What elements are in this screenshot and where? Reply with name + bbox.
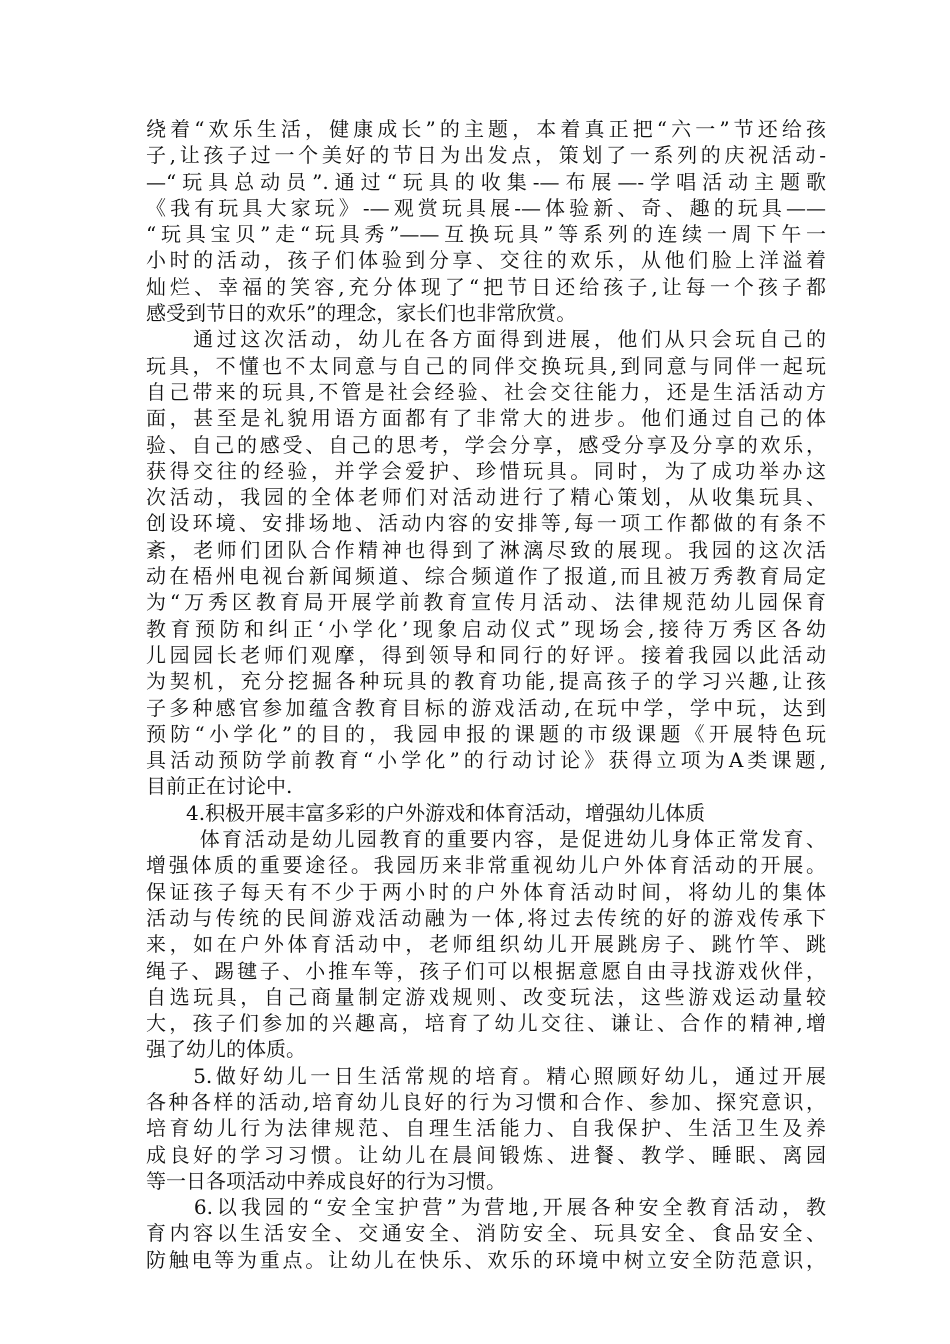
text-line: 大，孩子们参加的兴趣高，培育了幼儿交往、谦让、合作的精神,增 xyxy=(146,1011,826,1036)
text-line: 面，甚至是礼貌用语方面都有了非常大的进步。他们通过自己的体 xyxy=(146,406,826,431)
text-line: 子多种感官参加蕴含教育目标的游戏活动,在玩中学，学中玩，达到 xyxy=(146,695,826,720)
text-line: “玩具宝贝”走“玩具秀”——互换玩具”等系列的连续一周下午一 xyxy=(146,222,826,247)
text-line: 获得交往的经验，并学会爱护、珍惜玩具。同时，为了成功举办这 xyxy=(146,458,826,483)
text-line: 强了幼儿的体质。 xyxy=(146,1037,306,1062)
text-line: 儿园园长老师们观摩，得到领导和同行的好评。接着我园以此活动 xyxy=(146,642,826,667)
text-line: 子,让孩子过一个美好的节日为出发点，策划了一系列的庆祝活动- xyxy=(146,143,826,168)
text-line: 通过这次活动，幼儿在各方面得到进展，他们从只会玩自己的 xyxy=(146,327,826,352)
text-line: 创设环境、安排场地、活动内容的安排等,每一项工作都做的有条不 xyxy=(146,511,826,536)
text-line: 来，如在户外体育活动中，老师组织幼儿开展跳房子、跳竹竿、跳 xyxy=(146,932,826,957)
text-line: —“玩具总动员”.通过“玩具的收集-—布展—-学唱活动主题歌 xyxy=(146,169,826,194)
text-line: 5.做好幼儿一日生活常规的培育。精心照顾好幼儿，通过开展 xyxy=(146,1063,826,1088)
text-line: 动在梧州电视台新闻频道、综合频道作了报道,而且被万秀教育局定 xyxy=(146,564,826,589)
text-line: 绳子、踢毽子、小推车等，孩子们可以根据意愿自由寻找游戏伙伴， xyxy=(146,958,826,983)
text-line: 小时的活动，孩子们体验到分享、交往的欢乐，从他们脸上洋溢着 xyxy=(146,248,826,273)
text-line: 培育幼儿行为法律规范、自理生活能力、自我保护、生活卫生及养 xyxy=(146,1116,826,1141)
text-line: 次活动，我园的全体老师们对活动进行了精心策划，从收集玩具、 xyxy=(146,485,826,510)
text-line: 验、自己的感受、自己的思考，学会分享，感受分享及分享的欢乐， xyxy=(146,432,826,457)
document-body xyxy=(146,116,826,1273)
text-line: 自选玩具，自己商量制定游戏规则、改变玩法，这些游戏运动量较 xyxy=(146,984,826,1009)
text-line: 为“万秀区教育局开展学前教育宣传月活动、法律规范幼儿园保育 xyxy=(146,590,826,615)
text-line: 预防“小学化”的目的，我园申报的课题的市级课题《开展特色玩 xyxy=(146,721,826,746)
text-line: 6.以我园的“安全宝护营”为营地,开展各种安全教育活动，教 xyxy=(146,1195,826,1220)
text-line: 目前正在讨论中. xyxy=(146,774,293,799)
text-line: 各种各样的活动,培育幼儿良好的行为习惯和合作、参加、探究意识， xyxy=(146,1089,826,1114)
text-line: 绕着“欢乐生活，健康成长”的主题，本着真正把“六一”节还给孩 xyxy=(146,117,826,141)
text-line: 紊，老师们团队合作精神也得到了淋漓尽致的展现。我园的这次活 xyxy=(146,537,826,562)
text-line: 育内容以生活安全、交通安全、消防安全、玩具安全、食品安全、 xyxy=(146,1221,826,1246)
text-line: 感受到节日的欢乐”的理念，家长们也非常欣赏。 xyxy=(146,301,577,326)
text-line: 等一日各项活动中养成良好的行为习惯。 xyxy=(146,1168,506,1193)
text-line: 《我有玩具大家玩》-—观赏玩具展-—体验新、奇、趣的玩具—— xyxy=(146,195,826,220)
text-line: 玩具，不懂也不太同意与自己的同伴交换玩具,到同意与同伴一起玩 xyxy=(146,353,826,378)
text-line: 4.积极开展丰富多彩的户外游戏和体育活动，增强幼儿体质 xyxy=(146,800,706,825)
text-line: 增强体质的重要途径。我园历来非常重视幼儿户外体育活动的开展。 xyxy=(146,853,826,878)
text-line: 成良好的学习习惯。让幼儿在晨间锻炼、进餐、教学、睡眠、离园 xyxy=(146,1142,826,1167)
text-line: 教育预防和纠正‘小学化’现象启动仪式”现场会,接待万秀区各幼 xyxy=(146,616,826,641)
text-line: 保证孩子每天有不少于两小时的户外体育活动时间，将幼儿的集体 xyxy=(146,879,826,904)
text-line: 活动与传统的民间游戏活动融为一体,将过去传统的好的游戏传承下 xyxy=(146,905,826,930)
text-line: 灿烂、幸福的笑容,充分体现了“把节日还给孩子,让每一个孩子都 xyxy=(146,274,826,299)
text-line: 为契机，充分挖掘各种玩具的教育功能,提高孩子的学习兴趣,让孩 xyxy=(146,669,826,694)
text-line: 体育活动是幼儿园教育的重要内容，是促进幼儿身体正常发育、 xyxy=(146,827,826,852)
text-line: 自己带来的玩具,不管是社会经验、社会交往能力，还是生活活动方 xyxy=(146,379,826,404)
text-line: 具活动预防学前教育“小学化”的行动讨论》获得立项为A类课题, xyxy=(146,748,826,773)
text-line: 防触电等为重点。让幼儿在快乐、欢乐的环境中树立安全防范意识， xyxy=(146,1247,826,1272)
